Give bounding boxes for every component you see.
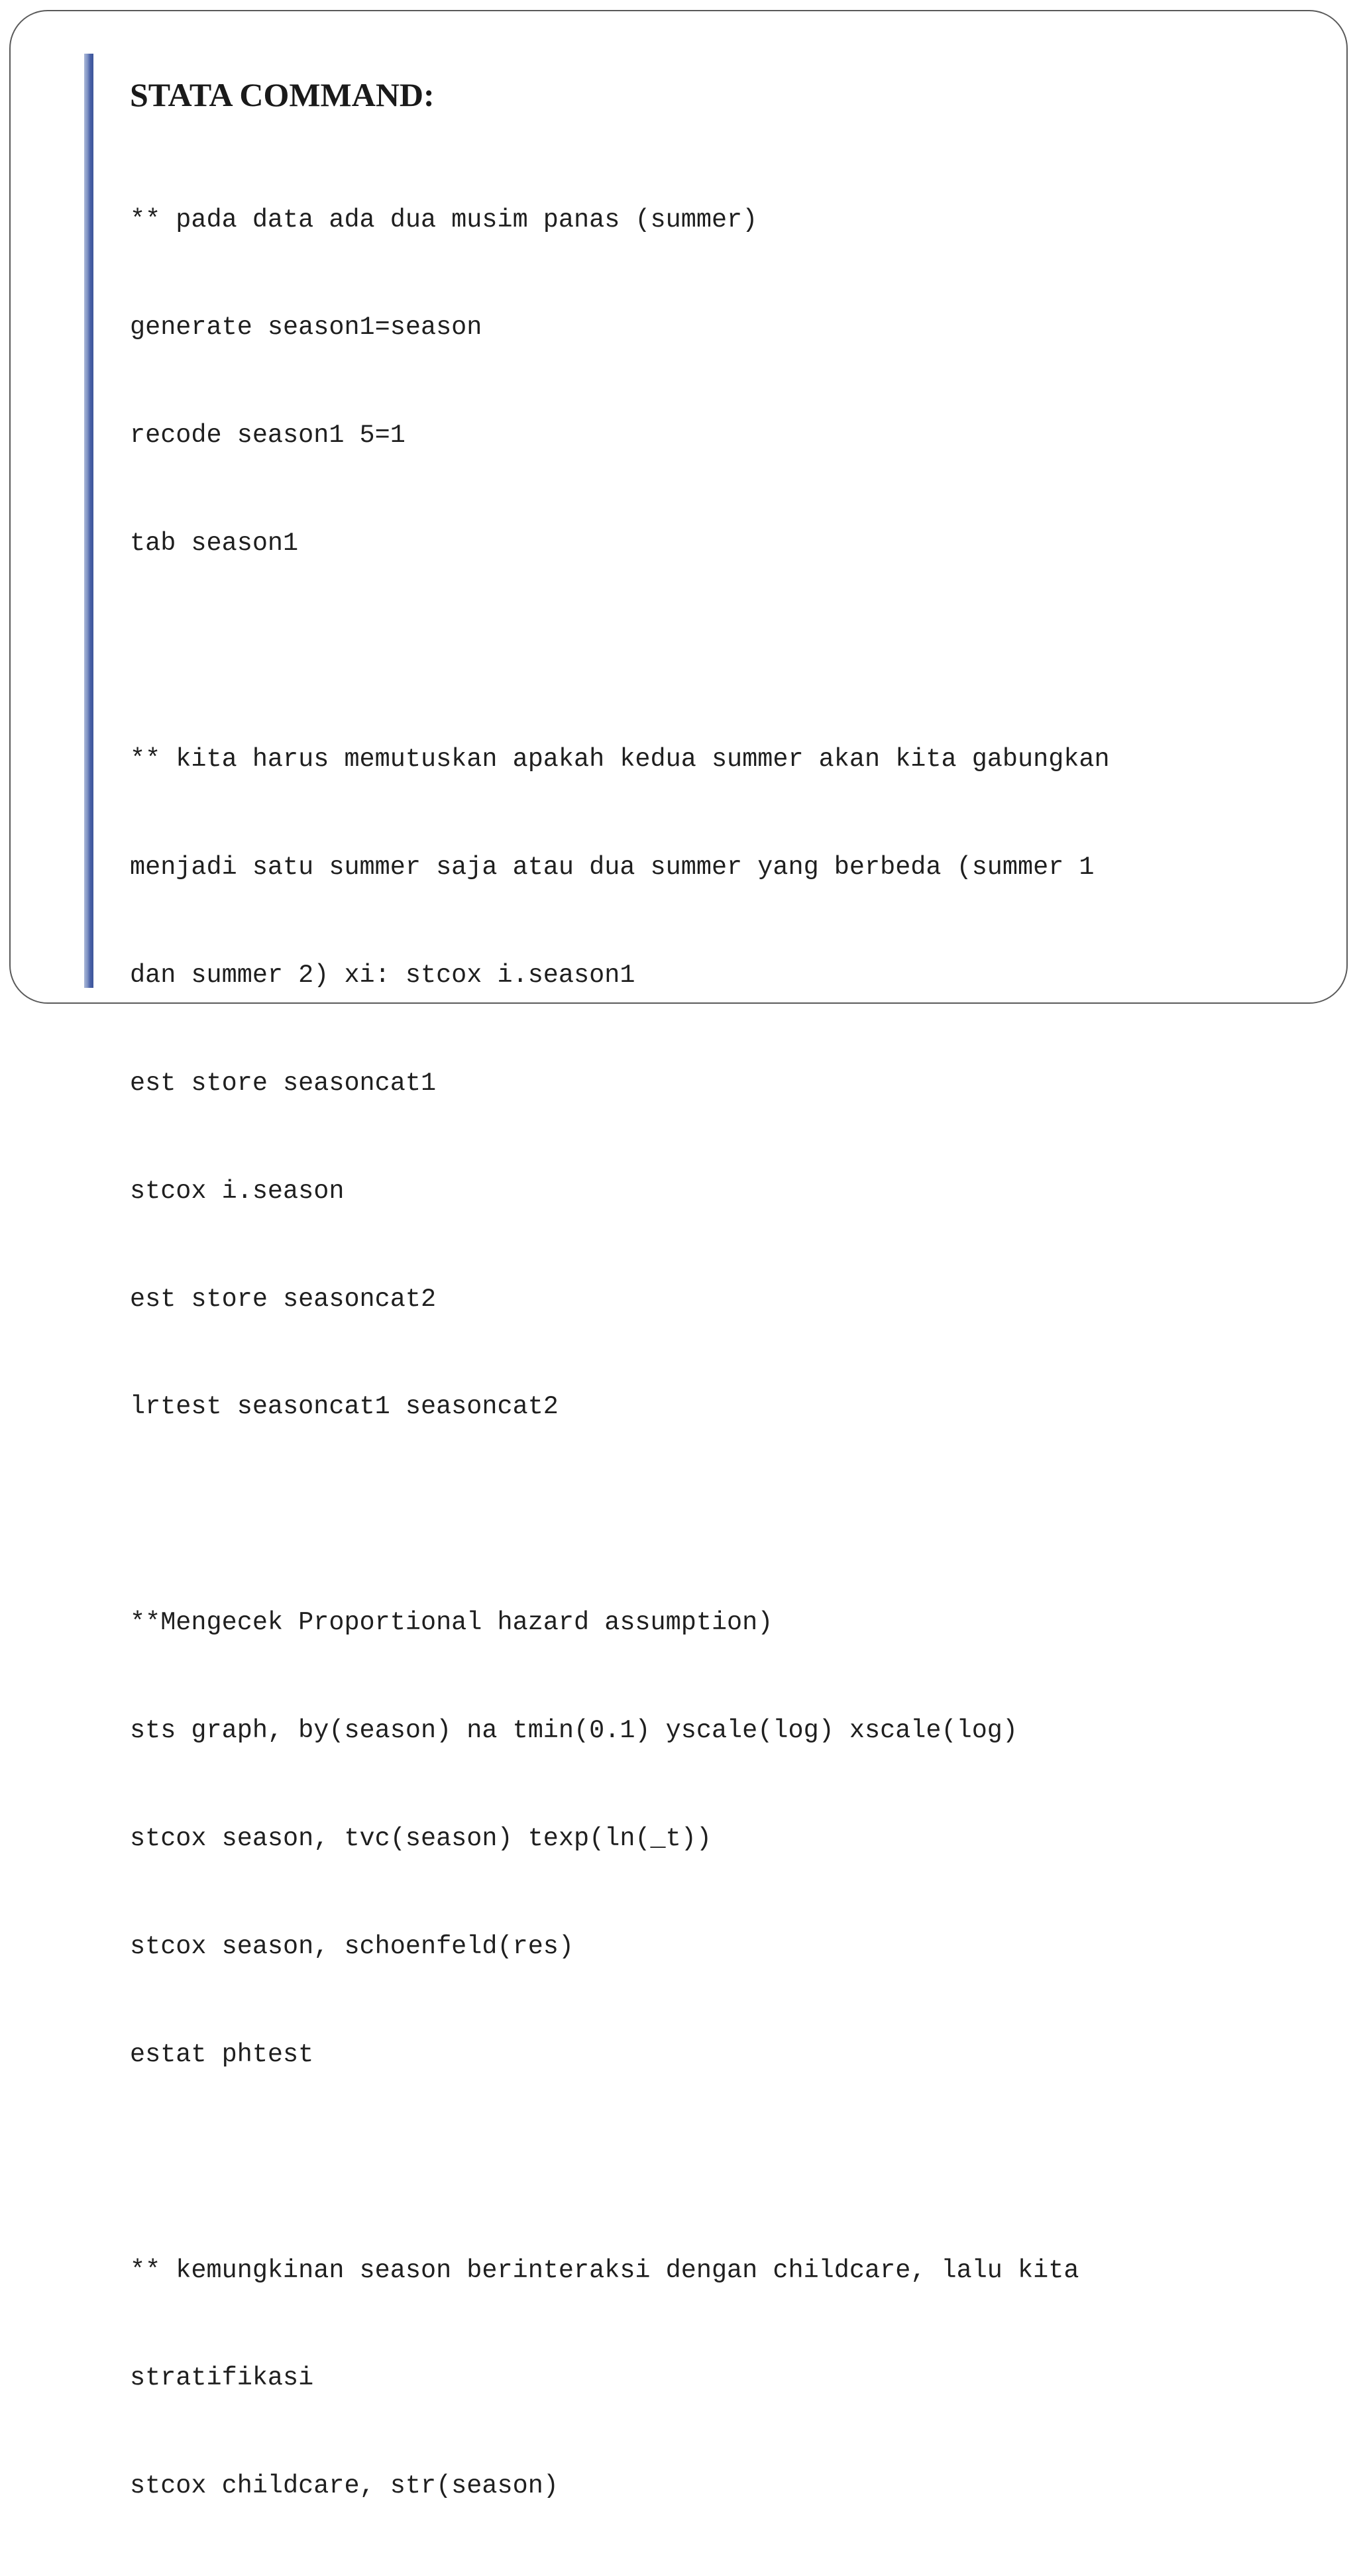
code-line: stcox season, tvc(season) texp(ln(_t)) (130, 1823, 712, 1853)
code-line: menjadi satu summer saja atau dua summer yang berbeda (summer 1 (130, 852, 1095, 882)
code-line: tab season1 (130, 529, 299, 559)
code-line: stratifikasi (130, 2363, 314, 2393)
code-block (130, 130, 1309, 2576)
accent-bar (84, 54, 93, 988)
code-line: ** kemungkinan season berinteraksi dengan childcare, lalu kita (130, 2255, 1079, 2285)
code-line: stcox season, schoenfeld(res) (130, 1931, 574, 1961)
code-line: est store seasoncat1 (130, 1068, 437, 1098)
code-line: estat phtest (130, 2039, 314, 2069)
blank-line (130, 633, 1309, 669)
code-line: lrtest seasoncat1 seasoncat2 (130, 1392, 559, 1422)
code-line: generate season1=season (130, 313, 482, 343)
code-line: **Mengecek Proportional hazard assumption) (130, 1608, 773, 1638)
code-line: recode season1 5=1 (130, 421, 406, 451)
code-line: ** pada data ada dua musim panas (summer) (130, 205, 758, 235)
blank-line (130, 2145, 1309, 2180)
blank-line (130, 1497, 1309, 1532)
code-line: est store seasoncat2 (130, 1284, 437, 1314)
slide-content (130, 72, 1309, 2576)
code-line: dan summer 2) xi: stcox i.season1 (130, 960, 635, 990)
code-line: stcox childcare, str(season) (130, 2471, 559, 2501)
code-line: ** kita harus memutuskan apakah kedua summer akan kita gabungkan (130, 745, 1110, 775)
slide-heading: STATA COMMAND: (130, 76, 435, 113)
code-line: stcox i.season (130, 1176, 345, 1206)
code-line: sts graph, by(season) na tmin(0.1) yscale(log) xscale(log) (130, 1716, 1018, 1746)
